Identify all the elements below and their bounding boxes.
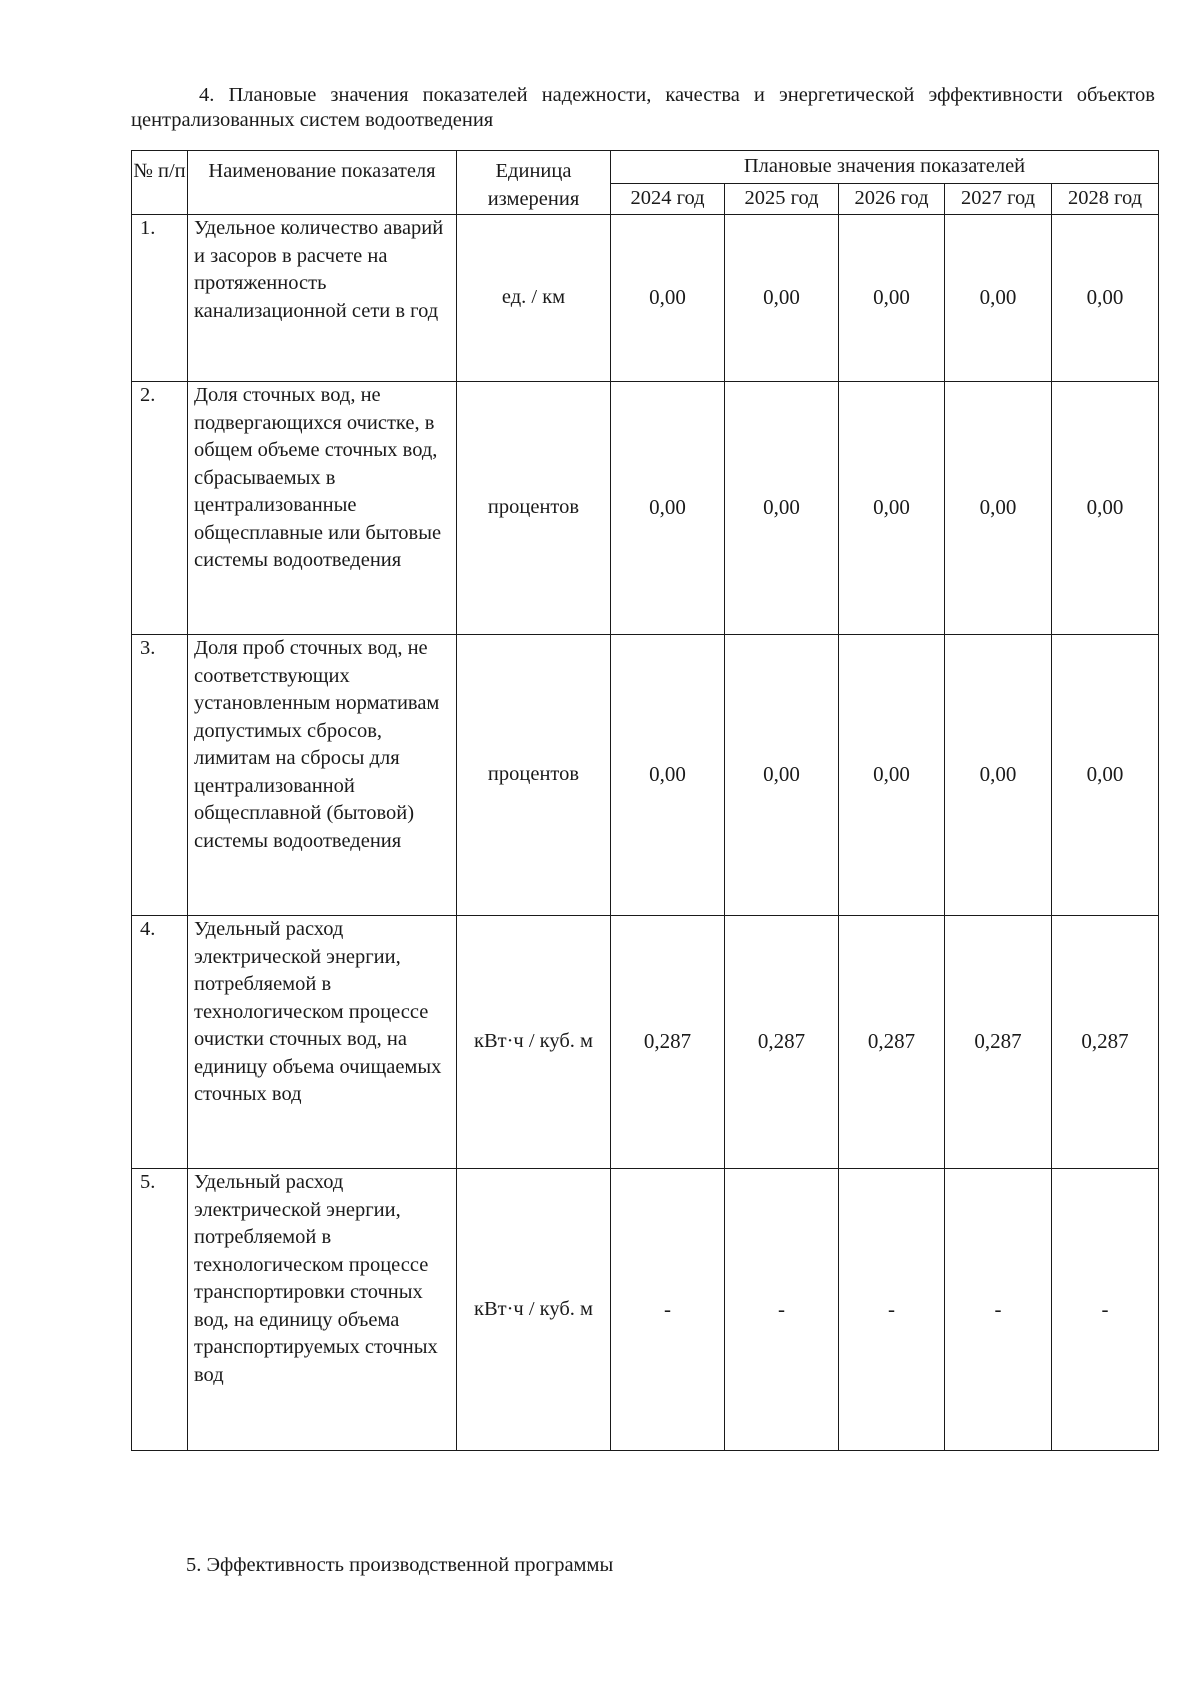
- row-number: 3.: [132, 635, 188, 916]
- row-number: 1.: [132, 215, 188, 382]
- value-2028: 0,00: [1052, 382, 1159, 635]
- indicator-name: Удельный расход электрической энергии, потребляемой в технологическом процессе очистки сточных вод, на единицу объема очищаемых сточных вод: [188, 916, 457, 1169]
- value-2028: -: [1052, 1169, 1159, 1451]
- value-2024: 0,287: [611, 916, 725, 1169]
- row-number: 5.: [132, 1169, 188, 1451]
- value-2025: 0,00: [725, 215, 839, 382]
- value-2026: -: [839, 1169, 945, 1451]
- header-year-2027: 2027 год: [945, 184, 1052, 215]
- indicator-name: Удельное количество аварий и засоров в расчете на протяженность канализационной сети в год: [188, 215, 457, 382]
- value-2028: 0,00: [1052, 215, 1159, 382]
- indicators-table-container: [131, 150, 1158, 1451]
- header-year-2026: 2026 год: [839, 184, 945, 215]
- value-2028: 0,00: [1052, 635, 1159, 916]
- header-year-2024: 2024 год: [611, 184, 725, 215]
- value-2026: 0,287: [839, 916, 945, 1169]
- row-number: 2.: [132, 382, 188, 635]
- indicator-unit: процентов: [457, 382, 611, 635]
- value-2027: 0,00: [945, 635, 1052, 916]
- value-2027: 0,00: [945, 382, 1052, 635]
- value-2027: 0,00: [945, 215, 1052, 382]
- value-2024: -: [611, 1169, 725, 1451]
- indicators-table: [131, 150, 1159, 1451]
- indicator-name: Доля сточных вод, не подвергающихся очистке, в общем объеме сточных вод, сбрасываемых в централизованные общесплавные или бытовые системы водоотведения: [188, 382, 457, 635]
- value-2025: 0,287: [725, 916, 839, 1169]
- header-planned-values: Плановые значения показателей: [611, 151, 1159, 184]
- indicator-unit: кВт·ч / куб. м: [457, 1169, 611, 1451]
- value-2024: 0,00: [611, 215, 725, 382]
- value-2027: -: [945, 1169, 1052, 1451]
- indicator-name: Доля проб сточных вод, не соответствующих установленным нормативам допустимых сбросов, лимитам на сбросы для централизованной общесплавной (бытовой) системы водоотведения: [188, 635, 457, 916]
- header-name: Наименование показателя: [188, 151, 457, 215]
- header-year-2025: 2025 год: [725, 184, 839, 215]
- section-5-title: 5. Эффективность производственной программы: [186, 1554, 614, 1576]
- value-2025: -: [725, 1169, 839, 1451]
- table-row: [132, 382, 1159, 635]
- value-2024: 0,00: [611, 382, 725, 635]
- value-2028: 0,287: [1052, 916, 1159, 1169]
- header-unit: Единица измерения: [457, 151, 611, 215]
- value-2025: 0,00: [725, 382, 839, 635]
- header-year-2028: 2028 год: [1052, 184, 1159, 215]
- value-2026: 0,00: [839, 382, 945, 635]
- table-row: [132, 215, 1159, 382]
- value-2027: 0,287: [945, 916, 1052, 1169]
- table-heading: 4. Плановые значения показателей надежности, качества и энергетической эффективности объектов централизованных систем водоотведения: [131, 84, 1155, 131]
- table-row: [132, 916, 1159, 1169]
- indicator-unit: ед. / км: [457, 215, 611, 382]
- indicator-name: Удельный расход электрической энергии, потребляемой в технологическом процессе транспортировки сточных вод, на единицу объема транспортируемых сточных вод: [188, 1169, 457, 1451]
- table-row: [132, 635, 1159, 916]
- value-2024: 0,00: [611, 635, 725, 916]
- indicator-unit: процентов: [457, 635, 611, 916]
- value-2025: 0,00: [725, 635, 839, 916]
- row-number: 4.: [132, 916, 188, 1169]
- value-2026: 0,00: [839, 215, 945, 382]
- header-row-top: [132, 151, 1159, 184]
- table-row: [132, 1169, 1159, 1451]
- value-2026: 0,00: [839, 635, 945, 916]
- header-num: № п/п: [132, 151, 188, 215]
- indicator-unit: кВт·ч / куб. м: [457, 916, 611, 1169]
